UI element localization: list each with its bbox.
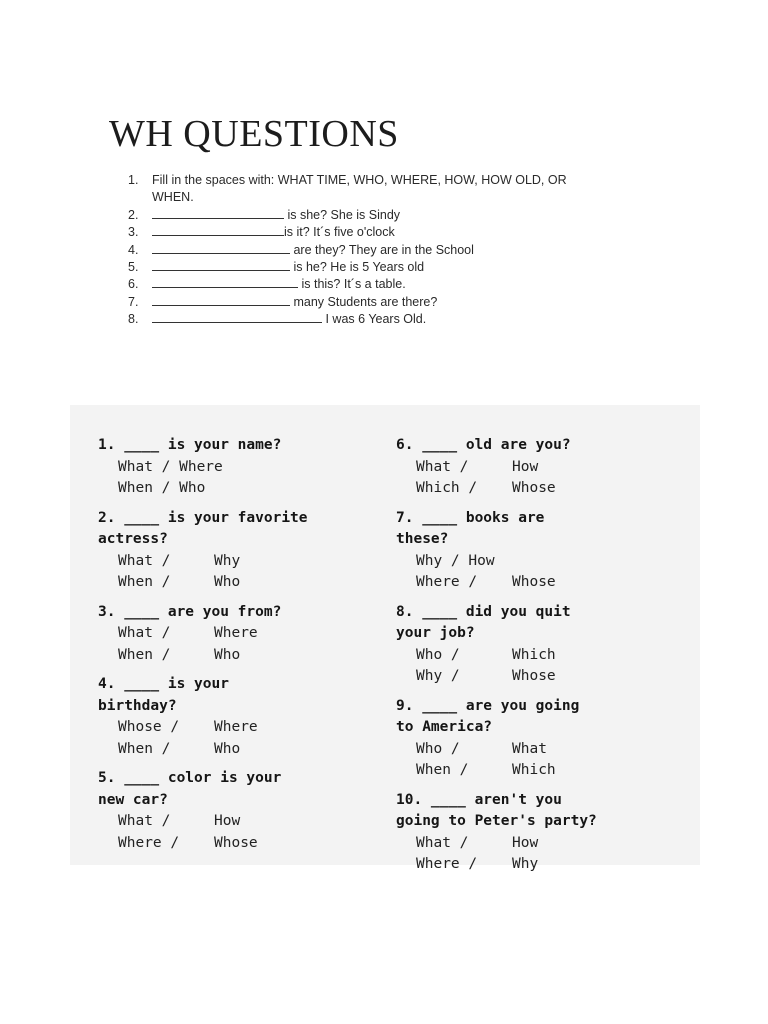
answer-options: [98, 623, 308, 645]
option-text[interactable]: Where /: [416, 574, 478, 590]
question-block: [98, 602, 308, 667]
answer-options: [98, 478, 308, 500]
option-text[interactable]: What / Where: [118, 458, 223, 475]
answer-blank[interactable]: [152, 294, 290, 306]
answer-options: [396, 833, 597, 855]
answer-blank[interactable]: [152, 242, 290, 254]
fill-in-item: [128, 207, 648, 224]
fill-in-item: [128, 311, 648, 328]
option-text[interactable]: Where /: [118, 834, 180, 851]
option-text[interactable]: Who: [214, 646, 241, 663]
answer-options: [98, 717, 308, 739]
item-number: 1.: [128, 173, 139, 187]
question-text: to America?: [396, 719, 493, 735]
question-text: actress?: [98, 531, 168, 547]
option-text[interactable]: Who: [214, 574, 241, 590]
item-number: 4.: [128, 242, 139, 257]
option-text[interactable]: Whose: [512, 668, 556, 684]
option-text[interactable]: Why / How: [416, 552, 495, 569]
option-text[interactable]: Whose /: [118, 719, 180, 735]
option-text[interactable]: What /: [416, 458, 469, 475]
fill-in-item: [128, 172, 648, 207]
question-text: 4. ____ is your: [98, 676, 229, 692]
page-title: WH QUESTIONS: [109, 113, 399, 155]
question-text: 10. ____ aren't you: [396, 791, 562, 808]
item-text-continued: WHEN.: [152, 190, 194, 205]
question-text: 9. ____ are you going: [396, 697, 580, 714]
question-text: 5. ____ color is your: [98, 770, 282, 786]
item-text: is she? She is Sindy: [152, 207, 400, 224]
item-text: is he? He is 5 Years old: [152, 259, 424, 276]
answer-options: [396, 739, 597, 761]
answer-options: [396, 457, 597, 479]
answer-options: [396, 478, 597, 500]
answer-blank[interactable]: [152, 276, 298, 288]
item-number: 8.: [128, 312, 139, 327]
option-text[interactable]: What /: [118, 813, 171, 829]
option-text[interactable]: Whose: [512, 480, 556, 496]
question-block: [98, 674, 308, 760]
question-text: 6. ____ old are you?: [396, 437, 571, 453]
item-text: is this? It´s a table.: [152, 276, 406, 293]
option-text[interactable]: Whose: [214, 834, 258, 851]
question-block: [98, 768, 308, 854]
question-text: 2. ____ is your favorite: [98, 509, 308, 526]
answer-options: [98, 572, 308, 594]
question-text: new car?: [98, 791, 168, 808]
item-number: 3.: [128, 225, 139, 240]
question-text: birthday?: [98, 697, 177, 714]
fill-in-item: [128, 294, 648, 311]
item-text: many Students are there?: [152, 294, 437, 311]
multiple-choice-panel: [70, 405, 700, 872]
option-text[interactable]: Who: [214, 740, 241, 757]
question-block: [396, 602, 597, 688]
option-text[interactable]: Which /: [416, 480, 478, 496]
option-text[interactable]: When / Who: [118, 480, 206, 496]
answer-options: [396, 572, 597, 594]
option-text[interactable]: Why: [512, 856, 539, 872]
option-text[interactable]: What: [512, 740, 547, 757]
item-number: 2.: [128, 207, 139, 222]
answer-blank[interactable]: [152, 259, 290, 271]
option-text[interactable]: Which: [512, 762, 556, 778]
option-text[interactable]: Why /: [416, 668, 460, 684]
answer-blank[interactable]: [152, 224, 284, 236]
questions-left-column: [98, 435, 308, 862]
item-text: Fill in the spaces with: WHAT TIME, WHO, WHERE, HOW, HOW OLD, OR: [152, 173, 567, 187]
answer-options: [396, 854, 597, 876]
option-text[interactable]: What /: [118, 625, 171, 641]
question-text: your job?: [396, 625, 475, 641]
answer-options: [396, 666, 597, 688]
option-text[interactable]: How: [512, 458, 539, 475]
item-text: is it? It´s five o'clock: [152, 224, 395, 241]
item-number: 5.: [128, 259, 139, 274]
question-text: 8. ____ did you quit: [396, 603, 571, 620]
answer-options: [98, 739, 308, 761]
option-text[interactable]: What /: [416, 834, 469, 851]
option-text[interactable]: Where /: [416, 856, 478, 872]
answer-options: [396, 760, 597, 782]
question-block: [396, 508, 597, 594]
option-text[interactable]: When /: [118, 574, 171, 590]
answer-options: [98, 811, 308, 833]
option-text[interactable]: Where: [214, 625, 258, 641]
option-text[interactable]: When /: [118, 740, 171, 757]
option-text[interactable]: When /: [416, 762, 469, 778]
fill-in-item: [128, 276, 648, 293]
option-text[interactable]: Who /: [416, 740, 460, 757]
option-text[interactable]: What /: [118, 552, 171, 569]
option-text[interactable]: Why: [214, 552, 241, 569]
item-number: 6.: [128, 277, 139, 292]
answer-options: [98, 833, 308, 855]
question-text: 1. ____ is your name?: [98, 437, 282, 453]
questions-right-column: [396, 435, 597, 884]
question-text: going to Peter's party?: [396, 813, 597, 829]
question-text: these?: [396, 531, 449, 547]
option-text[interactable]: Who /: [416, 646, 460, 663]
fill-in-item: [128, 259, 648, 276]
item-text: I was 6 Years Old.: [152, 311, 426, 328]
option-text[interactable]: How: [512, 834, 539, 851]
question-block: [396, 435, 597, 500]
question-block: [396, 696, 597, 782]
answer-options: [98, 645, 308, 667]
item-number: 7.: [128, 294, 139, 309]
question-text: 3. ____ are you from?: [98, 603, 282, 620]
answer-options: [396, 645, 597, 667]
question-block: [396, 790, 597, 876]
answer-blank[interactable]: [152, 207, 284, 219]
question-block: [98, 508, 308, 594]
option-text[interactable]: How: [214, 813, 241, 829]
option-text[interactable]: Whose: [512, 574, 556, 590]
fill-in-exercise: [128, 172, 648, 329]
answer-options: [98, 551, 308, 573]
answer-options: [396, 551, 597, 573]
fill-in-item: [128, 242, 648, 259]
option-text[interactable]: When /: [118, 646, 171, 663]
answer-options: [98, 457, 308, 479]
answer-blank[interactable]: [152, 311, 322, 323]
question-text: 7. ____ books are: [396, 509, 545, 526]
fill-in-item: [128, 224, 648, 241]
option-text[interactable]: Where: [214, 719, 258, 735]
option-text[interactable]: Which: [512, 646, 556, 663]
item-text: are they? They are in the School: [152, 242, 474, 259]
question-block: [98, 435, 308, 500]
